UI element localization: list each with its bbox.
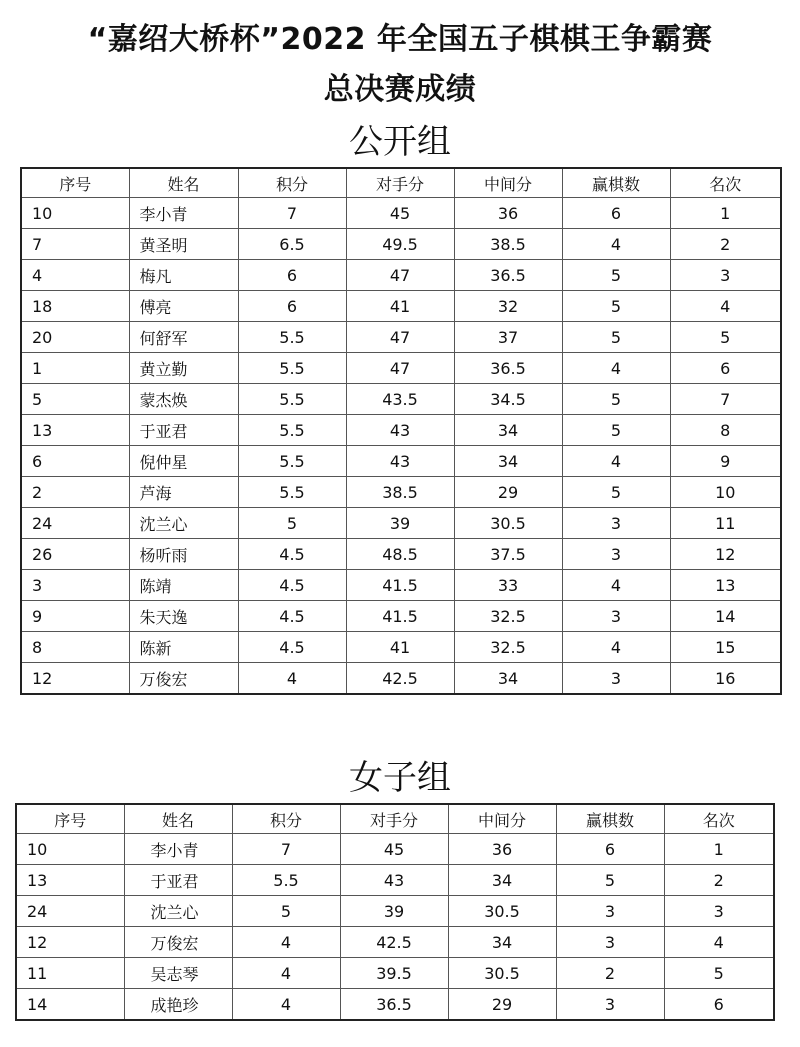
table-header-row <box>16 804 774 834</box>
name-cell: 陈靖 <box>129 570 238 601</box>
median-score-cell: 29 <box>454 477 562 508</box>
rank-cell: 15 <box>670 632 781 663</box>
name-cell: 何舒军 <box>129 322 238 353</box>
table-row <box>21 446 781 477</box>
name-cell: 杨听雨 <box>129 539 238 570</box>
score-cell: 5 <box>232 896 340 927</box>
name-cell: 梅凡 <box>129 260 238 291</box>
seq-cell: 24 <box>21 508 129 539</box>
seq-cell: 11 <box>16 958 124 989</box>
score-cell: 4.5 <box>238 601 346 632</box>
name-cell: 傅亮 <box>129 291 238 322</box>
median-score-cell: 34 <box>448 865 556 896</box>
name-cell: 于亚君 <box>124 865 232 896</box>
rank-cell: 1 <box>670 198 781 229</box>
opponent-score-cell: 42.5 <box>346 663 454 695</box>
name-cell: 万俊宏 <box>129 663 238 695</box>
name-cell: 李小青 <box>124 834 232 865</box>
table-row <box>21 353 781 384</box>
median-score-cell: 34.5 <box>454 384 562 415</box>
column-header-opponent-score: 对手分 <box>346 168 454 198</box>
name-cell: 倪仲星 <box>129 446 238 477</box>
table-row <box>21 601 781 632</box>
median-score-cell: 33 <box>454 570 562 601</box>
opponent-score-cell: 43.5 <box>346 384 454 415</box>
document-subtitle: 总决赛成绩 <box>323 72 477 107</box>
document-title: “嘉绍大桥杯”2022 年全国五子棋棋王争霸赛 <box>87 22 713 57</box>
wins-cell: 5 <box>562 384 670 415</box>
table-row <box>21 384 781 415</box>
column-header-seq: 序号 <box>21 168 129 198</box>
score-cell: 6 <box>238 291 346 322</box>
rank-cell: 2 <box>670 229 781 260</box>
table-row <box>21 539 781 570</box>
table-row <box>16 834 774 865</box>
opponent-score-cell: 39 <box>340 896 448 927</box>
wins-cell: 3 <box>562 508 670 539</box>
rank-cell: 4 <box>664 927 774 958</box>
score-cell: 4.5 <box>238 632 346 663</box>
seq-cell: 5 <box>21 384 129 415</box>
table-row <box>21 291 781 322</box>
wins-cell: 5 <box>562 322 670 353</box>
score-cell: 4 <box>232 958 340 989</box>
score-cell: 4.5 <box>238 539 346 570</box>
wins-cell: 3 <box>562 601 670 632</box>
name-cell: 陈新 <box>129 632 238 663</box>
median-score-cell: 30.5 <box>448 896 556 927</box>
column-header-opponent-score: 对手分 <box>340 804 448 834</box>
score-cell: 5.5 <box>238 384 346 415</box>
score-cell: 5.5 <box>238 446 346 477</box>
score-cell: 4 <box>232 989 340 1021</box>
wins-cell: 2 <box>556 958 664 989</box>
opponent-score-cell: 42.5 <box>340 927 448 958</box>
table-row <box>21 663 781 695</box>
seq-cell: 20 <box>21 322 129 353</box>
column-header-rank: 名次 <box>670 168 781 198</box>
name-cell: 芦海 <box>129 477 238 508</box>
rank-cell: 4 <box>670 291 781 322</box>
opponent-score-cell: 47 <box>346 353 454 384</box>
name-cell: 万俊宏 <box>124 927 232 958</box>
opponent-score-cell: 43 <box>346 446 454 477</box>
name-cell: 蒙杰焕 <box>129 384 238 415</box>
wins-cell: 3 <box>562 663 670 695</box>
column-header-wins: 赢棋数 <box>562 168 670 198</box>
score-cell: 5.5 <box>232 865 340 896</box>
wins-cell: 5 <box>562 415 670 446</box>
opponent-score-cell: 39.5 <box>340 958 448 989</box>
wins-cell: 6 <box>556 834 664 865</box>
rank-cell: 3 <box>670 260 781 291</box>
score-cell: 5 <box>238 508 346 539</box>
opponent-score-cell: 41.5 <box>346 601 454 632</box>
seq-cell: 7 <box>21 229 129 260</box>
score-cell: 4 <box>232 927 340 958</box>
wins-cell: 3 <box>556 927 664 958</box>
seq-cell: 2 <box>21 477 129 508</box>
wins-cell: 3 <box>556 896 664 927</box>
opponent-score-cell: 36.5 <box>340 989 448 1021</box>
median-score-cell: 36 <box>448 834 556 865</box>
rank-cell: 11 <box>670 508 781 539</box>
seq-cell: 26 <box>21 539 129 570</box>
score-cell: 5.5 <box>238 415 346 446</box>
median-score-cell: 34 <box>454 663 562 695</box>
seq-cell: 12 <box>21 663 129 695</box>
table-row <box>21 229 781 260</box>
name-cell: 李小青 <box>129 198 238 229</box>
score-cell: 7 <box>238 198 346 229</box>
rank-cell: 10 <box>670 477 781 508</box>
score-cell: 5.5 <box>238 353 346 384</box>
median-score-cell: 32.5 <box>454 632 562 663</box>
score-cell: 7 <box>232 834 340 865</box>
wins-cell: 4 <box>562 353 670 384</box>
wins-cell: 4 <box>562 446 670 477</box>
wins-cell: 5 <box>562 477 670 508</box>
table-row <box>16 958 774 989</box>
table-row <box>21 198 781 229</box>
wins-cell: 4 <box>562 229 670 260</box>
opponent-score-cell: 41 <box>346 632 454 663</box>
opponent-score-cell: 43 <box>340 865 448 896</box>
column-header-median-score: 中间分 <box>454 168 562 198</box>
median-score-cell: 32.5 <box>454 601 562 632</box>
name-cell: 成艳珍 <box>124 989 232 1021</box>
rank-cell: 8 <box>670 415 781 446</box>
seq-cell: 3 <box>21 570 129 601</box>
table-row <box>21 260 781 291</box>
score-cell: 5.5 <box>238 322 346 353</box>
table-row <box>21 632 781 663</box>
rank-cell: 7 <box>670 384 781 415</box>
score-cell: 6.5 <box>238 229 346 260</box>
median-score-cell: 36.5 <box>454 260 562 291</box>
table-row <box>16 927 774 958</box>
rank-cell: 5 <box>670 322 781 353</box>
seq-cell: 14 <box>16 989 124 1021</box>
women-group-title: 女子组 <box>349 758 451 798</box>
wins-cell: 3 <box>556 989 664 1021</box>
seq-cell: 4 <box>21 260 129 291</box>
seq-cell: 8 <box>21 632 129 663</box>
table-row <box>21 570 781 601</box>
table-row <box>16 896 774 927</box>
score-cell: 4.5 <box>238 570 346 601</box>
seq-cell: 13 <box>21 415 129 446</box>
seq-cell: 24 <box>16 896 124 927</box>
women-group-table <box>15 803 775 1021</box>
opponent-score-cell: 41.5 <box>346 570 454 601</box>
median-score-cell: 34 <box>454 446 562 477</box>
seq-cell: 10 <box>21 198 129 229</box>
rank-cell: 3 <box>664 896 774 927</box>
column-header-name: 姓名 <box>124 804 232 834</box>
rank-cell: 14 <box>670 601 781 632</box>
column-header-score: 积分 <box>232 804 340 834</box>
median-score-cell: 32 <box>454 291 562 322</box>
rank-cell: 6 <box>670 353 781 384</box>
name-cell: 吴志琴 <box>124 958 232 989</box>
table-row <box>21 322 781 353</box>
median-score-cell: 37.5 <box>454 539 562 570</box>
column-header-rank: 名次 <box>664 804 774 834</box>
opponent-score-cell: 47 <box>346 322 454 353</box>
wins-cell: 5 <box>562 291 670 322</box>
median-score-cell: 30.5 <box>448 958 556 989</box>
seq-cell: 10 <box>16 834 124 865</box>
table-row <box>16 989 774 1021</box>
open-group-table <box>20 167 782 695</box>
opponent-score-cell: 49.5 <box>346 229 454 260</box>
seq-cell: 18 <box>21 291 129 322</box>
seq-cell: 9 <box>21 601 129 632</box>
wins-cell: 4 <box>562 632 670 663</box>
table-header-row <box>21 168 781 198</box>
table-row <box>21 508 781 539</box>
name-cell: 沈兰心 <box>129 508 238 539</box>
opponent-score-cell: 48.5 <box>346 539 454 570</box>
rank-cell: 1 <box>664 834 774 865</box>
seq-cell: 12 <box>16 927 124 958</box>
score-cell: 6 <box>238 260 346 291</box>
column-header-seq: 序号 <box>16 804 124 834</box>
wins-cell: 4 <box>562 570 670 601</box>
wins-cell: 6 <box>562 198 670 229</box>
column-header-name: 姓名 <box>129 168 238 198</box>
seq-cell: 1 <box>21 353 129 384</box>
median-score-cell: 38.5 <box>454 229 562 260</box>
table-row <box>16 865 774 896</box>
wins-cell: 5 <box>562 260 670 291</box>
name-cell: 黄立勤 <box>129 353 238 384</box>
score-cell: 5.5 <box>238 477 346 508</box>
opponent-score-cell: 41 <box>346 291 454 322</box>
name-cell: 朱天逸 <box>129 601 238 632</box>
median-score-cell: 29 <box>448 989 556 1021</box>
column-header-median-score: 中间分 <box>448 804 556 834</box>
column-header-wins: 赢棋数 <box>556 804 664 834</box>
median-score-cell: 34 <box>448 927 556 958</box>
median-score-cell: 34 <box>454 415 562 446</box>
opponent-score-cell: 45 <box>340 834 448 865</box>
wins-cell: 3 <box>562 539 670 570</box>
median-score-cell: 37 <box>454 322 562 353</box>
open-group-title: 公开组 <box>349 122 451 162</box>
opponent-score-cell: 38.5 <box>346 477 454 508</box>
name-cell: 沈兰心 <box>124 896 232 927</box>
opponent-score-cell: 45 <box>346 198 454 229</box>
opponent-score-cell: 39 <box>346 508 454 539</box>
rank-cell: 16 <box>670 663 781 695</box>
rank-cell: 9 <box>670 446 781 477</box>
score-cell: 4 <box>238 663 346 695</box>
seq-cell: 13 <box>16 865 124 896</box>
median-score-cell: 36 <box>454 198 562 229</box>
name-cell: 黄圣明 <box>129 229 238 260</box>
median-score-cell: 36.5 <box>454 353 562 384</box>
opponent-score-cell: 43 <box>346 415 454 446</box>
wins-cell: 5 <box>556 865 664 896</box>
column-header-score: 积分 <box>238 168 346 198</box>
table-row <box>21 477 781 508</box>
rank-cell: 12 <box>670 539 781 570</box>
rank-cell: 5 <box>664 958 774 989</box>
opponent-score-cell: 47 <box>346 260 454 291</box>
rank-cell: 6 <box>664 989 774 1021</box>
table-row <box>21 415 781 446</box>
rank-cell: 13 <box>670 570 781 601</box>
name-cell: 于亚君 <box>129 415 238 446</box>
seq-cell: 6 <box>21 446 129 477</box>
rank-cell: 2 <box>664 865 774 896</box>
median-score-cell: 30.5 <box>454 508 562 539</box>
